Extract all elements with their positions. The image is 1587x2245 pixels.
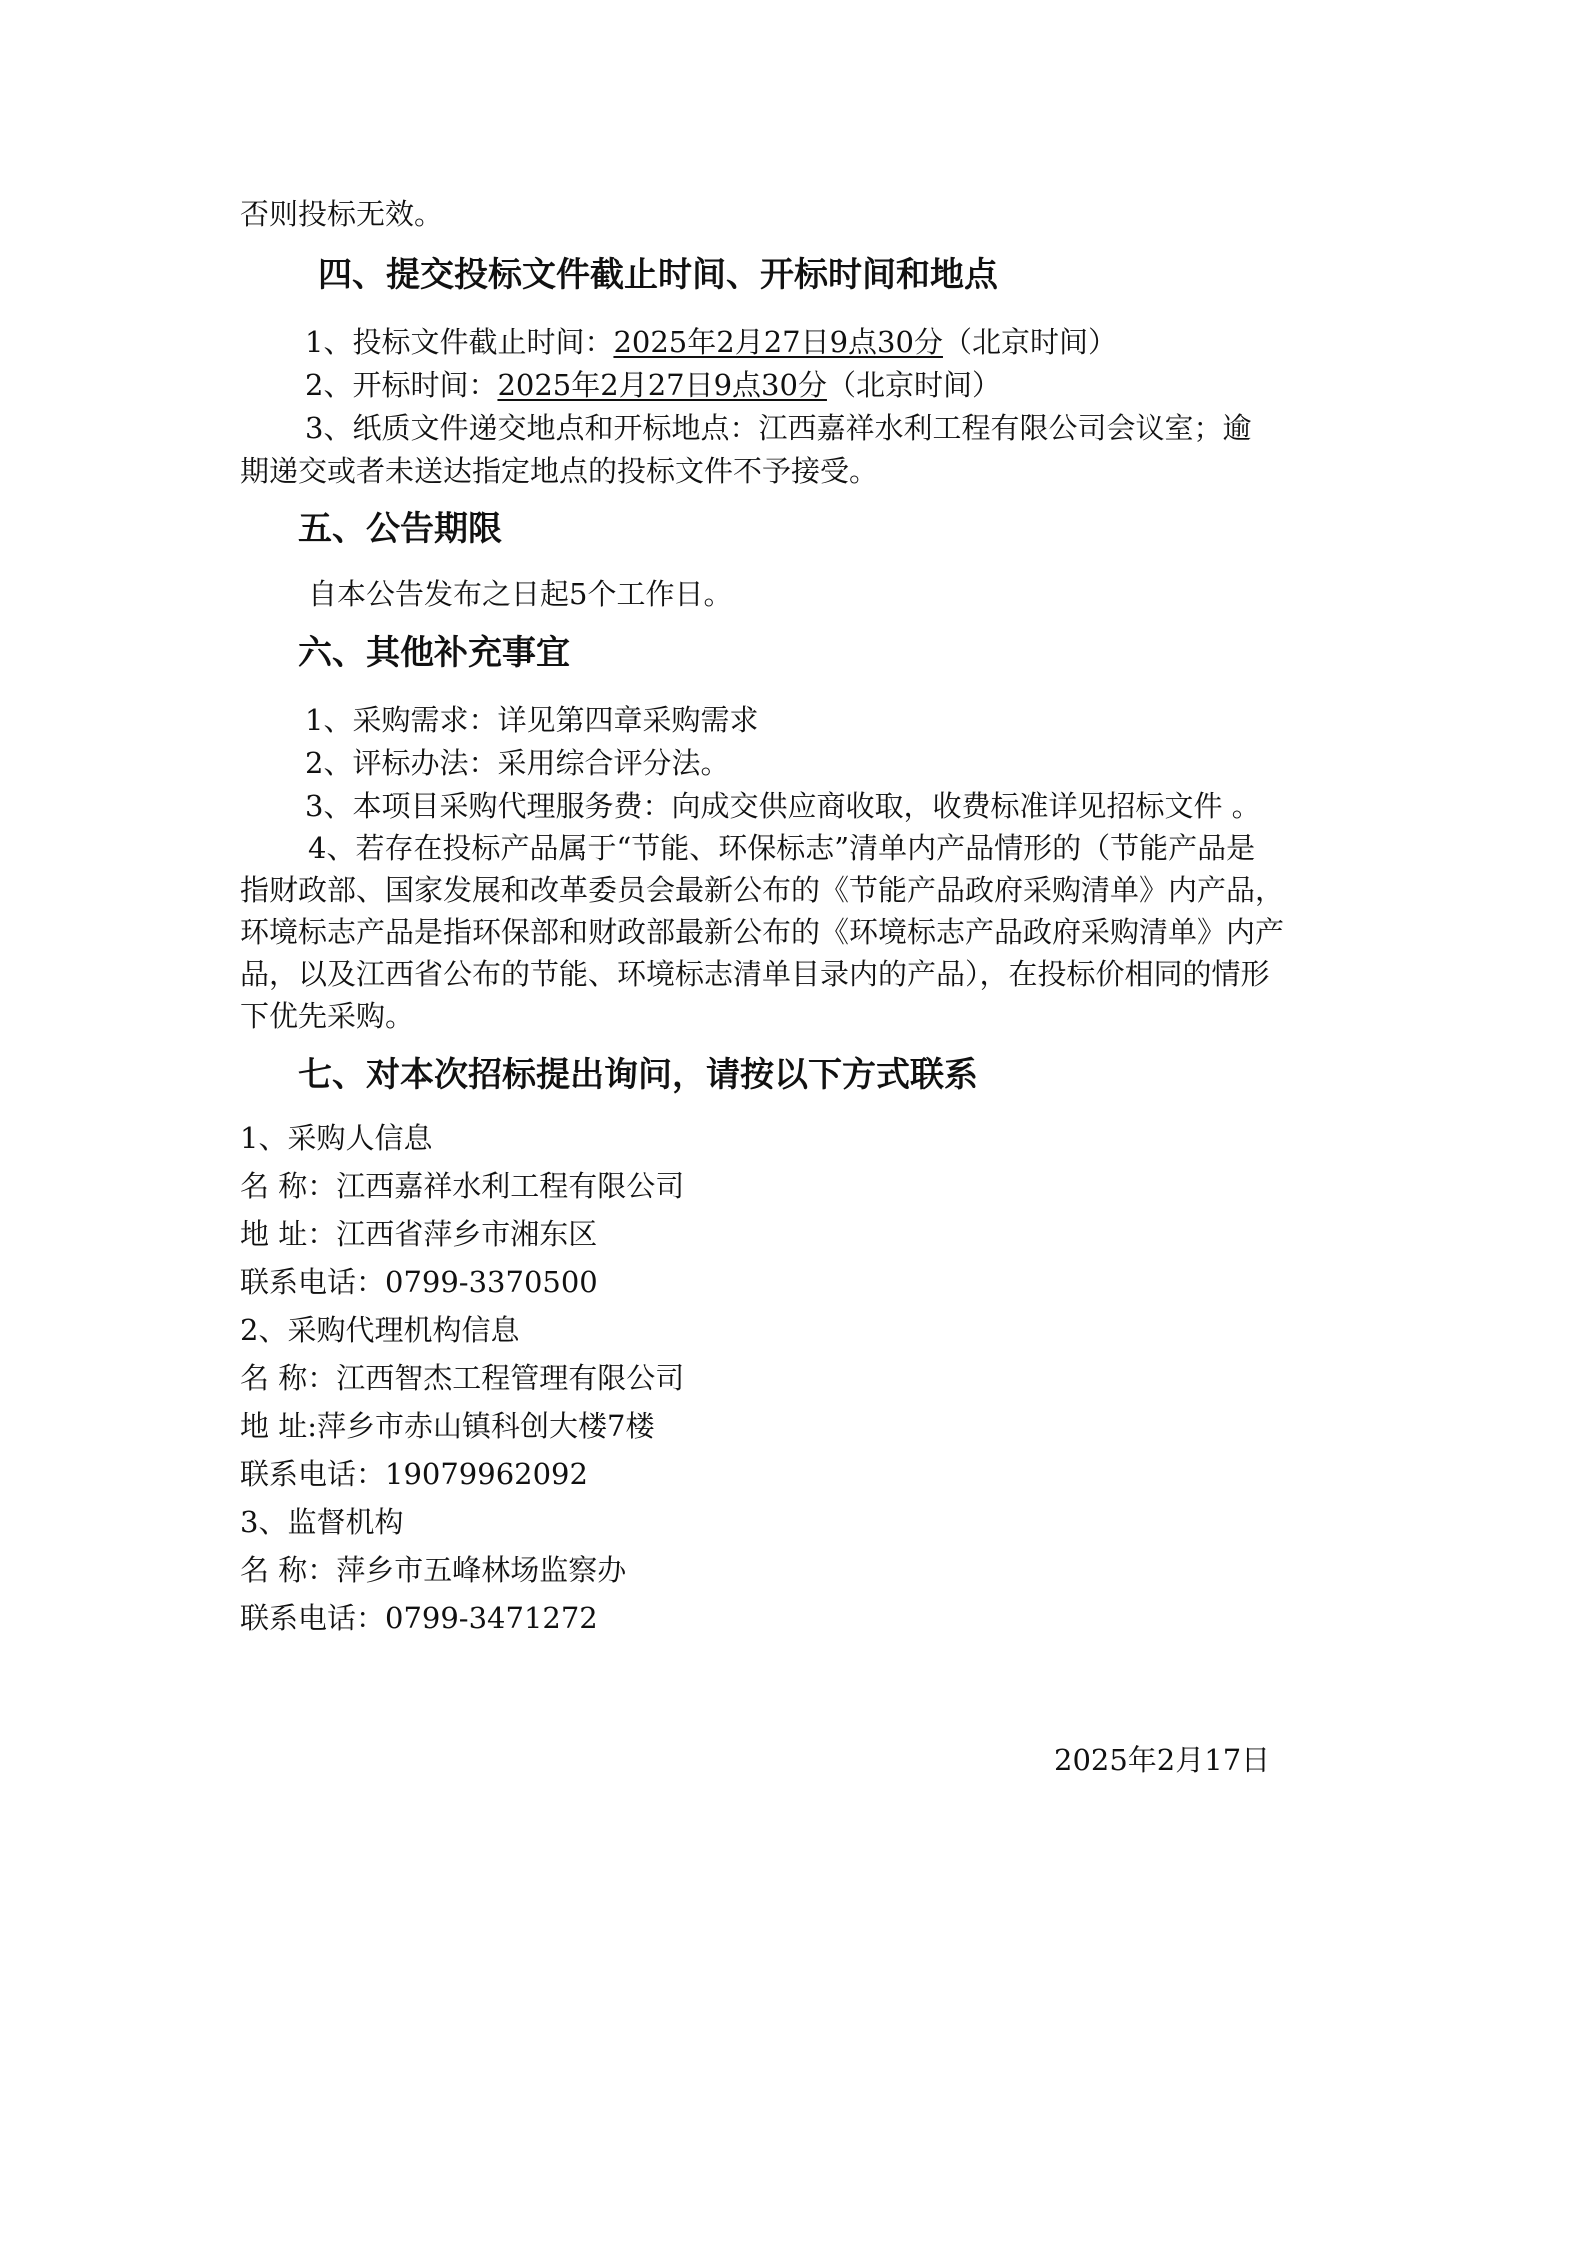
section6-item4-line4: 品，以及江西省公布的节能、环境标志清单目录内的产品），在投标价相同的情形 — [240, 957, 1270, 991]
section5-text: 自本公告发布之日起5个工作日。 — [308, 577, 733, 611]
lead-line: 否则投标无效。 — [240, 197, 444, 231]
section4-item3-line2: 期递交或者未送达指定地点的投标文件不予接受。 — [240, 454, 879, 488]
section7-heading: 七、对本次招标提出询问，请按以下方式联系 — [298, 1055, 978, 1095]
section5-heading: 五、公告期限 — [298, 509, 502, 549]
item2-suffix: （北京时间） — [826, 368, 1001, 402]
section6-item2: 2、评标办法：采用综合评分法。 — [305, 746, 730, 780]
supervisor-name: 名 称：萍乡市五峰林场监察办 — [240, 1553, 627, 1587]
item1-suffix: （北京时间） — [942, 325, 1117, 359]
purchaser-title: 1、采购人信息 — [240, 1121, 433, 1155]
section4-item2 — [305, 367, 1001, 403]
document-date: 2025年2月17日 — [1054, 1743, 1271, 1777]
purchaser-name: 名 称：江西嘉祥水利工程有限公司 — [240, 1169, 685, 1203]
supervisor-phone: 联系电话：0799-3471272 — [240, 1601, 598, 1635]
section6-item4-line5: 下优先采购。 — [240, 999, 415, 1033]
section4-item3-line1: 3、纸质文件递交地点和开标地点：江西嘉祥水利工程有限公司会议室；逾 — [305, 411, 1252, 445]
agency-title: 2、采购代理机构信息 — [240, 1313, 520, 1347]
section4-item1 — [305, 324, 1117, 360]
item2-prefix: 2、开标时间： — [305, 368, 498, 402]
section4-heading: 四、提交投标文件截止时间、开标时间和地点 — [318, 255, 998, 295]
section6-item1: 1、采购需求：详见第四章采购需求 — [305, 703, 759, 737]
agency-phone: 联系电话：19079962092 — [240, 1457, 588, 1491]
section6-item4-line1: 4、若存在投标产品属于“节能、环保标志”清单内产品情形的（节能产品是 — [308, 831, 1256, 865]
section6-item4-line2: 指财政部、国家发展和改革委员会最新公布的《节能产品政府采购清单》内产品， — [240, 873, 1285, 907]
agency-address: 地 址:萍乡市赤山镇科创大楼7楼 — [240, 1409, 655, 1443]
item2-time: 2025年2月27日9点30分 — [497, 368, 827, 402]
item1-prefix: 1、投标文件截止时间： — [305, 325, 614, 359]
section6-item4-line3: 环境标志产品是指环保部和财政部最新公布的《环境标志产品政府采购清单》内产 — [240, 915, 1285, 949]
agency-name: 名 称：江西智杰工程管理有限公司 — [240, 1361, 685, 1395]
section6-heading: 六、其他补充事宜 — [298, 633, 570, 673]
purchaser-address: 地 址：江西省萍乡市湘东区 — [240, 1217, 598, 1251]
supervisor-title: 3、监督机构 — [240, 1505, 404, 1539]
item1-time: 2025年2月27日9点30分 — [613, 325, 943, 359]
purchaser-phone: 联系电话：0799-3370500 — [240, 1265, 598, 1299]
section6-item3: 3、本项目采购代理服务费：向成交供应商收取，收费标准详见招标文件 。 — [305, 789, 1261, 823]
